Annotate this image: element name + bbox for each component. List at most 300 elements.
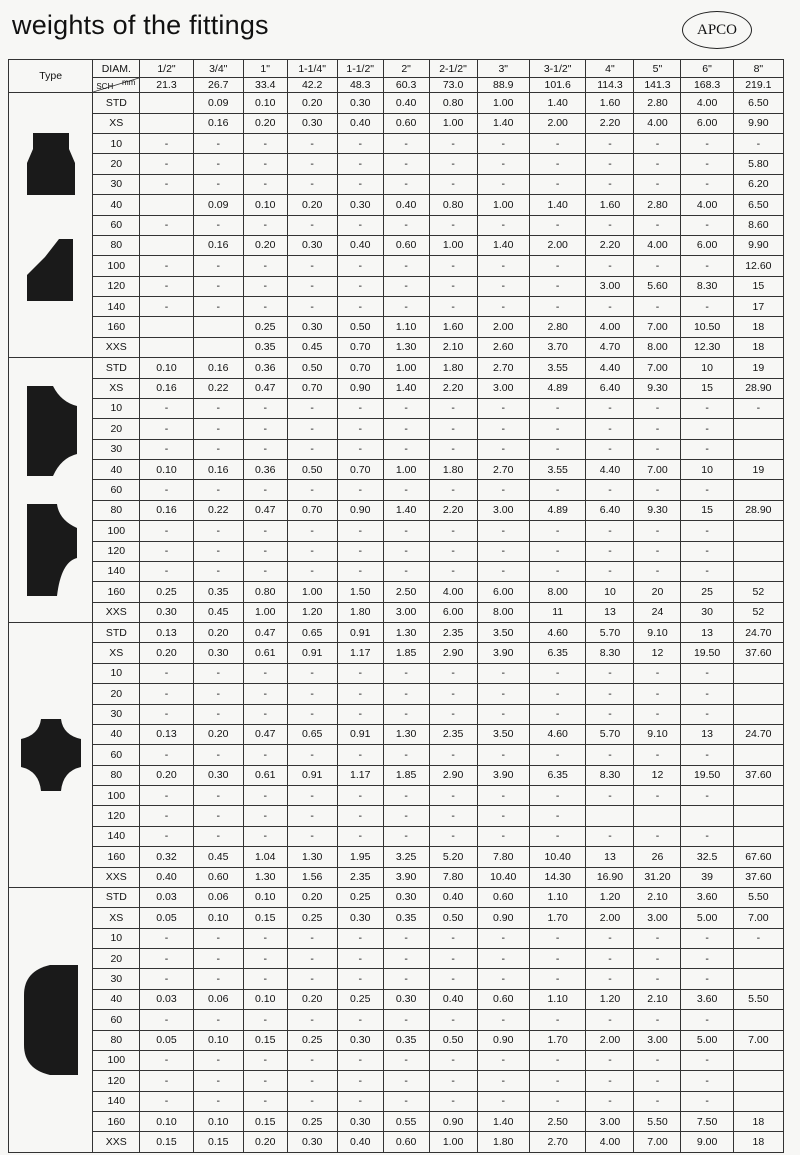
table-row — [9, 215, 784, 235]
weight-cell: 0.65 — [287, 623, 337, 643]
weight-cell — [733, 1010, 783, 1031]
weight-cell: - — [287, 745, 337, 766]
schedule-cell: STD — [93, 887, 140, 908]
schedule-cell: XS — [93, 113, 140, 134]
table-row — [9, 786, 784, 806]
weight-cell: - — [586, 704, 634, 724]
weight-cell: - — [383, 1010, 429, 1031]
table-row — [9, 1132, 784, 1153]
mm-header: 42.2 — [287, 78, 337, 93]
table-row — [9, 561, 784, 582]
weight-cell: 1.00 — [477, 93, 529, 114]
weight-cell: 0.06 — [193, 887, 243, 908]
schedule-cell: 60 — [93, 745, 140, 766]
weight-cell: - — [634, 745, 681, 766]
table-row — [9, 806, 784, 827]
weight-cell: - — [193, 398, 243, 419]
schedule-cell: STD — [93, 358, 140, 379]
weight-cell: 0.15 — [193, 1132, 243, 1153]
weight-cell: - — [586, 1010, 634, 1031]
schedule-cell: 20 — [93, 684, 140, 705]
weight-cell — [733, 969, 783, 990]
weight-cell: - — [337, 541, 383, 561]
weight-cell: 1.40 — [383, 500, 429, 521]
schedule-cell: 100 — [93, 256, 140, 277]
weight-cell: 0.50 — [287, 358, 337, 379]
weight-cell — [681, 806, 733, 827]
weight-cell: - — [193, 969, 243, 990]
weight-cell: - — [337, 521, 383, 542]
weight-cell — [733, 663, 783, 684]
weight-cell: - — [287, 439, 337, 460]
weight-cell — [733, 1091, 783, 1112]
weight-cell: 1.60 — [429, 317, 477, 338]
table-row — [9, 317, 784, 338]
weight-cell: 0.20 — [243, 1132, 287, 1153]
weight-cell: - — [140, 521, 193, 542]
type-header — [9, 60, 93, 93]
weight-cell: 24 — [634, 602, 681, 623]
weight-cell: - — [529, 480, 586, 501]
weight-cell: - — [681, 663, 733, 684]
weight-cell: - — [383, 969, 429, 990]
weight-cell: 1.40 — [477, 113, 529, 134]
weight-cell: - — [529, 1010, 586, 1031]
weight-cell: 7.00 — [733, 908, 783, 929]
weight-cell: - — [681, 134, 733, 154]
weight-cell: - — [429, 174, 477, 195]
weight-cell: - — [634, 1010, 681, 1031]
weight-cell: 0.40 — [383, 93, 429, 114]
weight-cell — [733, 704, 783, 724]
weight-cell: - — [383, 684, 429, 705]
weight-cell: 0.30 — [337, 93, 383, 114]
mm-header: 168.3 — [681, 78, 733, 93]
weight-cell: - — [140, 663, 193, 684]
weight-cell: - — [193, 297, 243, 317]
table-row — [9, 460, 784, 480]
weight-cell: - — [681, 1050, 733, 1071]
weight-cell: 3.70 — [529, 337, 586, 358]
weight-cell: - — [287, 480, 337, 501]
weight-cell: - — [140, 806, 193, 827]
weight-cell: - — [140, 297, 193, 317]
weight-cell: - — [193, 134, 243, 154]
weight-cell: 0.16 — [193, 460, 243, 480]
weight-cell: - — [634, 297, 681, 317]
weight-cell: 0.60 — [477, 989, 529, 1010]
weight-cell: - — [429, 521, 477, 542]
weight-cell — [733, 1071, 783, 1092]
weight-cell: 11 — [529, 602, 586, 623]
weight-cell: 0.25 — [287, 1030, 337, 1050]
weight-cell: - — [243, 684, 287, 705]
weight-cell: - — [287, 1050, 337, 1071]
weight-cell: 0.50 — [287, 460, 337, 480]
weight-cell: 2.00 — [529, 113, 586, 134]
schedule-cell: 40 — [93, 989, 140, 1010]
weight-cell — [193, 317, 243, 338]
schedule-cell: 30 — [93, 439, 140, 460]
weight-cell: - — [383, 745, 429, 766]
weight-cell: 0.30 — [287, 235, 337, 256]
weight-cell: - — [634, 684, 681, 705]
schedule-cell: XXS — [93, 602, 140, 623]
weight-cell — [140, 235, 193, 256]
weight-cell: - — [429, 1071, 477, 1092]
schedule-cell: 40 — [93, 195, 140, 216]
weight-cell: - — [477, 1050, 529, 1071]
weight-cell: - — [477, 561, 529, 582]
weight-cell: - — [429, 969, 477, 990]
weight-cell: - — [477, 928, 529, 949]
weight-cell: - — [337, 439, 383, 460]
weight-cell: - — [243, 134, 287, 154]
weight-cell: 0.36 — [243, 358, 287, 379]
weight-cell: 52 — [733, 582, 783, 603]
weight-cell: - — [477, 419, 529, 440]
weight-cell: 2.80 — [634, 93, 681, 114]
weight-cell: - — [287, 419, 337, 440]
table-row — [9, 887, 784, 908]
weight-cell — [193, 337, 243, 358]
weight-cell: - — [287, 928, 337, 949]
table-row — [9, 969, 784, 990]
weight-cell: 2.90 — [429, 765, 477, 786]
weight-cell: - — [383, 439, 429, 460]
weight-cell: 2.20 — [586, 235, 634, 256]
weight-cell: 1.10 — [529, 989, 586, 1010]
weight-cell: 28.90 — [733, 378, 783, 398]
mm-label: mm — [121, 78, 136, 87]
weight-cell: 0.15 — [243, 1112, 287, 1132]
weight-cell: 0.20 — [243, 235, 287, 256]
weight-cell: - — [193, 480, 243, 501]
weight-cell: - — [337, 704, 383, 724]
table-row — [9, 297, 784, 317]
weight-cell: 4.89 — [529, 378, 586, 398]
weight-cell: - — [477, 215, 529, 235]
weight-cell: 0.03 — [140, 989, 193, 1010]
weight-cell: 1.00 — [383, 460, 429, 480]
weight-cell: 30 — [681, 602, 733, 623]
mm-header: 21.3 — [140, 78, 193, 93]
table-row — [9, 500, 784, 521]
weight-cell: 1.30 — [287, 847, 337, 868]
weight-cell: - — [586, 297, 634, 317]
weight-cell: - — [429, 684, 477, 705]
weight-cell: - — [383, 704, 429, 724]
weight-cell: - — [193, 949, 243, 969]
weight-cell: 3.60 — [681, 887, 733, 908]
weight-cell: - — [477, 256, 529, 277]
weight-cell: 26 — [634, 847, 681, 868]
schedule-cell: XS — [93, 378, 140, 398]
weight-cell: 37.60 — [733, 867, 783, 887]
weight-cell — [733, 786, 783, 806]
weight-cell: - — [337, 134, 383, 154]
weight-cell: - — [140, 398, 193, 419]
weight-cell: - — [733, 928, 783, 949]
weight-cell: - — [429, 297, 477, 317]
weight-cell: - — [529, 949, 586, 969]
schedule-cell: 80 — [93, 765, 140, 786]
weight-cell: - — [243, 745, 287, 766]
weight-cell: 4.00 — [429, 582, 477, 603]
weight-cell: 4.00 — [586, 317, 634, 338]
weight-cell: 7.00 — [634, 358, 681, 379]
weight-cell: 0.09 — [193, 93, 243, 114]
table-row — [9, 1010, 784, 1031]
weight-cell: - — [243, 541, 287, 561]
weight-cell: - — [529, 1050, 586, 1071]
weight-cell: - — [429, 1091, 477, 1112]
weight-cell: - — [529, 969, 586, 990]
table-row — [9, 724, 784, 745]
weight-cell: - — [140, 439, 193, 460]
weight-cell: 0.30 — [337, 1112, 383, 1132]
weight-cell: - — [193, 561, 243, 582]
weight-cell: - — [337, 276, 383, 297]
weight-cell: 5.50 — [733, 887, 783, 908]
weight-cell: - — [140, 786, 193, 806]
weight-cell: - — [243, 806, 287, 827]
weight-cell: 0.60 — [193, 867, 243, 887]
weight-cell: 1.20 — [586, 887, 634, 908]
weight-cell: 1.00 — [477, 195, 529, 216]
weight-cell: 4.00 — [634, 235, 681, 256]
weight-cell: - — [681, 684, 733, 705]
weight-cell: - — [337, 154, 383, 175]
weight-cell: 0.22 — [193, 500, 243, 521]
weight-cell: 18 — [733, 317, 783, 338]
weight-cell: - — [634, 521, 681, 542]
weight-cell: - — [634, 154, 681, 175]
weight-cell: 3.50 — [477, 724, 529, 745]
weight-cell: - — [287, 521, 337, 542]
weight-cell: - — [193, 1050, 243, 1071]
weight-cell: 1.20 — [586, 989, 634, 1010]
weight-cell — [733, 949, 783, 969]
weight-cell: 1.30 — [383, 337, 429, 358]
weight-cell — [733, 480, 783, 501]
weight-cell: 28.90 — [733, 500, 783, 521]
weight-cell: 0.10 — [243, 887, 287, 908]
weight-cell: - — [337, 419, 383, 440]
weight-cell: - — [733, 134, 783, 154]
weight-cell: - — [429, 480, 477, 501]
weight-cell: - — [634, 1071, 681, 1092]
weight-cell: 1.80 — [477, 1132, 529, 1153]
weight-cell: - — [477, 398, 529, 419]
weight-cell: - — [477, 521, 529, 542]
weight-cell: 6.00 — [681, 235, 733, 256]
schedule-cell: 10 — [93, 398, 140, 419]
weight-cell: - — [477, 826, 529, 847]
weight-cell: - — [383, 174, 429, 195]
weight-cell: - — [429, 561, 477, 582]
weight-cell: 0.25 — [287, 1112, 337, 1132]
weight-cell: - — [681, 521, 733, 542]
table-row — [9, 684, 784, 705]
weight-cell: 3.50 — [477, 623, 529, 643]
weight-cell: - — [477, 297, 529, 317]
weight-cell: 0.15 — [243, 1030, 287, 1050]
weight-cell: - — [193, 521, 243, 542]
weight-cell: - — [243, 561, 287, 582]
weight-cell: - — [477, 949, 529, 969]
weight-cell: 9.30 — [634, 500, 681, 521]
size-header: 3" — [477, 60, 529, 78]
weight-cell: - — [140, 1091, 193, 1112]
weight-cell: 0.47 — [243, 724, 287, 745]
weight-cell: - — [243, 663, 287, 684]
schedule-cell: 100 — [93, 786, 140, 806]
table-row — [9, 765, 784, 786]
weight-cell: 3.00 — [634, 1030, 681, 1050]
weight-cell: 1.40 — [477, 235, 529, 256]
weight-cell: - — [681, 297, 733, 317]
weight-cell: - — [337, 256, 383, 277]
weight-cell: - — [140, 419, 193, 440]
weight-cell: 0.40 — [337, 235, 383, 256]
mm-header: 101.6 — [529, 78, 586, 93]
weight-cell: - — [634, 969, 681, 990]
weight-cell: - — [243, 256, 287, 277]
weight-cell: - — [477, 786, 529, 806]
weight-cell: - — [681, 745, 733, 766]
weight-cell: - — [586, 1071, 634, 1092]
weight-cell: - — [477, 806, 529, 827]
weight-cell: 3.00 — [383, 602, 429, 623]
weight-cell: 5.00 — [681, 1030, 733, 1050]
weight-cell: 0.16 — [193, 113, 243, 134]
weight-cell: - — [429, 215, 477, 235]
weight-cell: - — [586, 256, 634, 277]
weight-cell: - — [243, 521, 287, 542]
schedule-cell: 30 — [93, 969, 140, 990]
weight-cell: 0.70 — [337, 337, 383, 358]
weight-cell: - — [634, 398, 681, 419]
weight-cell: 0.60 — [477, 887, 529, 908]
weight-cell: 4.00 — [681, 195, 733, 216]
weight-cell: - — [634, 256, 681, 277]
weight-cell: 0.20 — [140, 765, 193, 786]
size-header: 3-1/2" — [529, 60, 586, 78]
weight-cell: - — [634, 786, 681, 806]
weight-cell: - — [529, 663, 586, 684]
weight-cell: 0.70 — [337, 460, 383, 480]
weight-cell: 0.30 — [287, 317, 337, 338]
weight-cell: - — [586, 541, 634, 561]
weight-cell: - — [193, 276, 243, 297]
schedule-cell: 140 — [93, 561, 140, 582]
weight-cell: - — [429, 1010, 477, 1031]
weight-cell: 5.80 — [733, 154, 783, 175]
weight-cell: - — [383, 1091, 429, 1112]
weight-cell: - — [287, 704, 337, 724]
weight-cell: 6.00 — [429, 602, 477, 623]
weight-cell: - — [681, 1071, 733, 1092]
size-header: 1" — [243, 60, 287, 78]
weight-cell: 0.10 — [193, 1112, 243, 1132]
page-title: weights of the fittings — [12, 10, 269, 40]
weight-cell: 2.20 — [429, 500, 477, 521]
weight-cell: - — [681, 398, 733, 419]
sch-mm-header — [93, 78, 140, 93]
weight-cell: - — [193, 541, 243, 561]
table-row — [9, 1112, 784, 1132]
weight-cell: - — [383, 541, 429, 561]
weight-cell: 0.40 — [140, 867, 193, 887]
weight-cell: - — [529, 134, 586, 154]
weight-cell: - — [529, 419, 586, 440]
weight-cell: - — [477, 541, 529, 561]
weight-cell: 1.56 — [287, 867, 337, 887]
weight-cell: 32.5 — [681, 847, 733, 868]
size-header: 2" — [383, 60, 429, 78]
weight-cell: - — [383, 276, 429, 297]
schedule-cell: 120 — [93, 806, 140, 827]
weight-cell: 2.35 — [429, 724, 477, 745]
weight-cell: - — [529, 154, 586, 175]
weight-cell: - — [529, 684, 586, 705]
weight-cell: - — [337, 1050, 383, 1071]
weight-cell: - — [337, 1010, 383, 1031]
weight-cell: - — [243, 949, 287, 969]
weight-cell: - — [337, 684, 383, 705]
weight-cell: 0.10 — [193, 908, 243, 929]
weight-cell: 0.20 — [287, 195, 337, 216]
weight-cell: - — [634, 541, 681, 561]
table-row — [9, 235, 784, 256]
weight-cell: - — [681, 704, 733, 724]
weight-cell: - — [287, 1071, 337, 1092]
weight-cell: 5.00 — [681, 908, 733, 929]
weight-cell: - — [586, 154, 634, 175]
weight-cell: 8.30 — [586, 643, 634, 664]
weight-cell: - — [429, 745, 477, 766]
weight-cell: 1.00 — [243, 602, 287, 623]
weight-cell: 0.35 — [243, 337, 287, 358]
weight-cell: - — [140, 1010, 193, 1031]
weight-cell: - — [337, 174, 383, 195]
table-row — [9, 256, 784, 277]
weight-cell: - — [681, 174, 733, 195]
weight-cell: - — [529, 1091, 586, 1112]
weight-cell — [733, 419, 783, 440]
weight-cell: - — [193, 1071, 243, 1092]
weight-cell: - — [383, 134, 429, 154]
weight-cell: - — [287, 806, 337, 827]
schedule-cell: STD — [93, 623, 140, 643]
weight-cell: 12.30 — [681, 337, 733, 358]
weight-cell: - — [681, 949, 733, 969]
weight-cell: - — [287, 826, 337, 847]
weight-cell: - — [529, 541, 586, 561]
weight-cell: - — [429, 786, 477, 806]
weight-cell: 1.85 — [383, 643, 429, 664]
table-row — [9, 195, 784, 216]
weight-cell — [140, 195, 193, 216]
schedule-cell: 40 — [93, 724, 140, 745]
weight-cell: - — [586, 786, 634, 806]
table-row — [9, 989, 784, 1010]
table-row — [9, 582, 784, 603]
weight-cell: - — [477, 154, 529, 175]
size-header: 1-1/2" — [337, 60, 383, 78]
schedule-cell: 20 — [93, 949, 140, 969]
